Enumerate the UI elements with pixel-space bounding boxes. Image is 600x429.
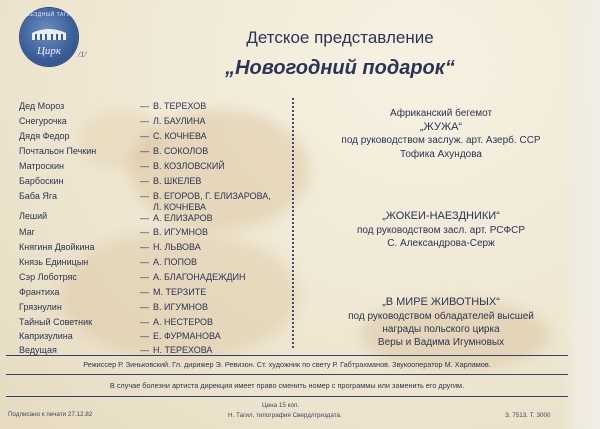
act-line: С. Александрова-Серж <box>387 238 495 249</box>
cast-actor: А. НЕСТЕРОВ <box>153 317 214 327</box>
cast-dash: — <box>140 302 149 312</box>
cast-actor: С. КОЧНЕВА <box>153 131 207 141</box>
cast-role: Барбоскин <box>19 176 64 186</box>
cast-role: Маг <box>19 227 35 237</box>
cast-role: Ведущая <box>19 345 57 355</box>
cast-dash: — <box>140 161 149 171</box>
footer-rule <box>6 396 568 397</box>
program-note: В случае болезни артиста дирекция имеет право сменить номер с программы или заменить его другим. <box>109 381 465 390</box>
cast-dash: — <box>140 131 149 141</box>
cast-dash: — <box>140 272 149 282</box>
cast-dash: — <box>140 331 149 341</box>
order-number: З. 7513. Т. 3000 <box>505 412 551 419</box>
crew-rule-top <box>6 355 568 356</box>
act-line: Африканский бегемот <box>389 108 493 119</box>
cast-role: Дядя Федор <box>19 131 70 141</box>
act-line: награды польского цирка <box>382 324 500 335</box>
cast-actor: В. СОКОЛОВ <box>153 146 209 156</box>
cast-actor: В. ТЕРЕХОВ <box>153 101 207 111</box>
logo-top-text: ЗВЕЗДНЫЙ ТАГИЛ <box>23 12 75 18</box>
cast-role: Капризулина <box>19 331 73 341</box>
cast-dash: — <box>140 345 149 355</box>
cast-actor: А. БЛАГОНАДЕЖДИН <box>153 272 246 282</box>
logo-script-text: Цирк <box>36 45 62 57</box>
crew-credits: Режиссер Р. Зиньковский. Гл. дирижер Э. Ревизон. Ст. художник по свету Р. Габтрахманов. Звукооператор М. Харламов. <box>83 360 491 369</box>
logo-mark: /1/ <box>78 50 87 59</box>
program-subtitle: Детское представление <box>246 28 434 47</box>
cast-role: Княгиня Двойкина <box>19 242 95 252</box>
cast-actor: В. КОЗЛОВСКИЙ <box>153 161 225 171</box>
act-line: под руководством обладателей высшей <box>348 311 534 322</box>
cast-actor: В. ШКЕЛЕВ <box>153 176 202 186</box>
act-title: „ЖОКЕИ-НАЕЗДНИКИ“ <box>382 210 500 222</box>
act-title: „В МИРЕ ЖИВОТНЫХ“ <box>382 296 500 308</box>
cast-role: Сэр Лоботряс <box>19 272 77 282</box>
circus-logo <box>20 8 78 66</box>
cast-role: Франтиха <box>19 287 60 297</box>
cast-actor: Н. ТЕРЕХОВА <box>153 345 213 355</box>
cast-actor: Л. БАУЛИНА <box>153 116 206 126</box>
cast-role: Матроскин <box>19 161 64 171</box>
cast-actor: А. ЕЛИЗАРОВ <box>153 213 213 223</box>
cast-dash: — <box>140 191 149 201</box>
cast-role: Баба Яга <box>19 191 57 201</box>
cast-role: Снегурочка <box>19 116 67 126</box>
cast-role: Дед Мороз <box>19 101 65 111</box>
program-title: „Новогодний подарок“ <box>225 57 455 79</box>
print-date: Подписано к печати 27.12.82 <box>8 411 93 418</box>
cast-actor: В. ИГУМНОВ <box>153 302 209 312</box>
cast-dash: — <box>140 176 149 186</box>
column-divider <box>292 98 294 348</box>
act-line: под руководством заслуж. арт. Азерб. ССР <box>341 135 541 146</box>
crew-rule-bottom <box>6 374 568 375</box>
cast-role: Тайный Советник <box>19 317 93 327</box>
cast-role: Почтальон Печкин <box>19 146 97 156</box>
cast-role: Леший <box>19 211 48 221</box>
act-line: Веры и Вадима Игумновых <box>377 337 505 348</box>
cast-dash: — <box>140 101 149 111</box>
cast-role: Грязнулин <box>19 302 62 312</box>
cast-dash: — <box>140 317 149 327</box>
cast-actor: В. ИГУМНОВ <box>153 227 209 237</box>
cast-actor: В. ЕГОРОВ, Г. ЕЛИЗАРОВА, <box>153 191 271 201</box>
cast-dash: — <box>140 213 149 223</box>
cast-dash: — <box>140 146 149 156</box>
act-title: „ЖУЖА“ <box>419 121 463 133</box>
act-line: под руководством засл. арт. РСФСР <box>357 225 525 236</box>
cast-dash: — <box>140 287 149 297</box>
circus-building-icon <box>30 24 68 42</box>
cast-actor: Н. ЛЬВОВА <box>153 242 201 252</box>
cast-role: Князь Единицын <box>19 257 89 267</box>
cast-actor: Е. ФУРМАНОВА <box>153 331 221 341</box>
cast-dash: — <box>140 227 149 237</box>
price: Цена 15 коп. <box>262 402 300 409</box>
cast-dash: — <box>140 116 149 126</box>
cast-actor: М. ТЕРЗИТЕ <box>153 287 207 297</box>
cast-dash: — <box>140 242 149 252</box>
cast-actor-continued: Л. КОЧНЕВА <box>153 202 207 212</box>
cast-actor: А. ПОПОВ <box>153 257 197 267</box>
act-line: Тофика Ахундова <box>400 149 482 160</box>
cast-dash: — <box>140 257 149 267</box>
printer: Н. Тагил, типография Свердлгриздата. <box>228 412 342 419</box>
